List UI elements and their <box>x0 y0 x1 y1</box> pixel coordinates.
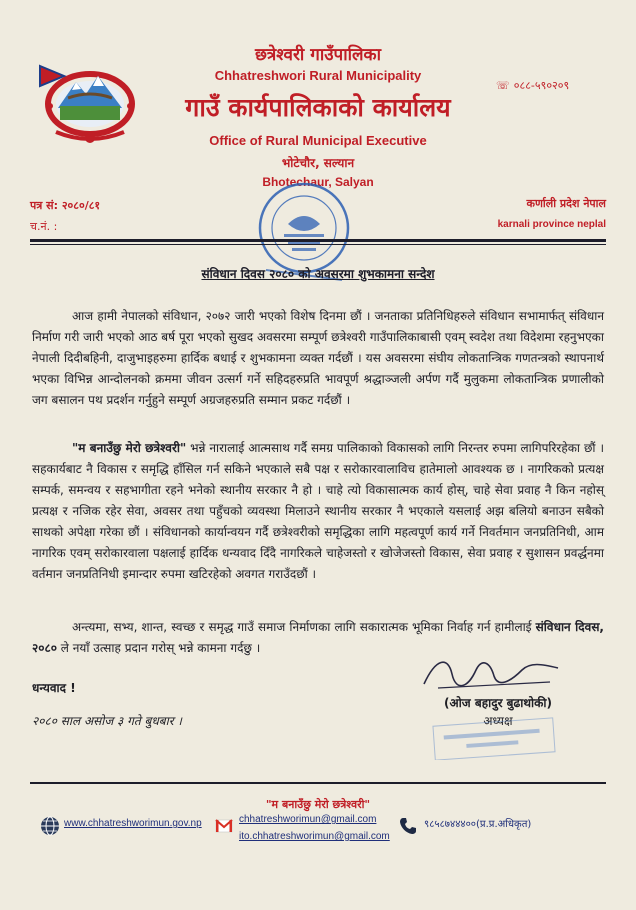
letter-date: २०८० साल असोज ३ गते बुधबार । <box>32 714 182 728</box>
slogan-inline: "म बनाउँछु मेरो छत्रेश्वरी" <box>72 441 187 455</box>
municipality-name-np: छत्रेश्वरी गाउँपालिका <box>255 45 381 65</box>
name-stamp <box>430 710 560 760</box>
paragraph-3-start: अन्त्यमा, सभ्य, शान्त, स्वच्छ र समृद्ध गाउँ समाज निर्माणका लागि सकारात्मक भूमिका निर्वाह गर्न हामीलाई <box>72 620 536 634</box>
office-name-np: गाउँ कार्यपालिकाको कार्यालय <box>185 93 451 122</box>
office-phone-number: ०८८-५९०२०९ <box>513 79 570 92</box>
signer-name: (ओज बहादुर बुढाथोकी) <box>444 696 552 710</box>
address-np: भोटेचौर, सल्यान <box>281 156 355 170</box>
constitution-day-inline: संविधान दिवस, २०८० <box>32 620 604 655</box>
letter-reference-number: पत्र सं: २०८०/८१ <box>30 199 101 212</box>
globe-icon <box>40 816 60 836</box>
email-link-ito[interactable]: ito.chhatreshworimun@gmail.com <box>239 831 390 842</box>
dispatch-number: च.नं. : <box>30 220 58 233</box>
paragraph-2-text: भन्ने नारालाई आत्मसाथ गर्दै समग्र पालिकाको विकासको लागि निरन्तर रुपमा लागिपरिरहेका छौं । सहकार्यबाट नै विकास र समृद्धि हाँसिल गर्न सकिने भएकाले सबै पक्ष र सरोकारवालाविच हातेमालो आवश्यक छ । नागरिकको प्रत्यक्ष सम्पर्क, समन्वय र सहभागीता रहने भनेको स्थानीय सरकार नै हो । चाहे त्यो विकासात्मक कार्य होस्, चाहे सेवा प्रवाह नै किन नहोस् प्रत्यक्ष र नजिक रहेर सेवा, अवसर तथा पहुँचको व्यवस्था मिलाउने स्थानीय सरकार नै भएकाले यसलाई अझ बलियो बनाउन सबैको साथको अपेक्षा गरेका छौं । संविधानको कार्यान्वयन गर्दै छत्रेश्वरीको समृद्धिका लागि महत्वपूर्ण कार्य गर्ने निवर्तमान जनप्रतिनिधी, आम नागरिक एवम् सरोकारवाला पक्षलाई हार्दिक धन्यवाद दिँदै नागरिकले चाहेजस्तो र खोजेजस्तो विकास, सेवा प्रवाह र सुशासन प्रवर्द्धनमा वर्तमान जनप्रतिनिधी इमान्दार रुपमा खटिरहेको अवगत गराउँदछौं । <box>32 441 604 581</box>
office-phone <box>496 78 569 93</box>
footer-slogan: "म बनाउँछु मेरो छत्रेश्वरी" <box>265 798 371 811</box>
address-en: Bhotechaur, Salyan <box>262 175 374 189</box>
letter-subject: संविधान दिवस २०८० को अवसरमा शुभकामना सन्देश <box>201 267 435 281</box>
handwritten-signature <box>418 648 568 698</box>
signer-designation: अध्यक्ष <box>483 714 513 728</box>
header-divider-thin <box>30 244 606 245</box>
email-link-primary[interactable]: chhatreshworimun@gmail.com <box>239 814 377 825</box>
message-paragraph-1: आज हामी नेपालको संविधान, २०७२ जारी भएको विशेष दिनमा छौं । जनताका प्रतिनिधिहरुले संविधान सभामार्फत् संविधान निर्माण गरी जारी भएको आठ बर्ष पूरा भएको सुखद अवसरमा सम्पूर्ण छत्रेश्वरी गाउँपालिकाबासी एवम् स्वदेश तथा विदेशमा रहनुभएका नेपाली दिदीबहिनी, दाजुभाइहरुमा हार्दिक बधाई र शुभकामना व्यक्त गर्दछौं । यस अवसरमा संघीय लोकतान्त्रिक गणतन्त्रको स्थापनार्थ भएका विभिन्न आन्दोलनको क्रममा जीवन उत्सर्ग गर्ने सहिदहरुप्रति भावपूर्ण श्रद्धाञ्जली अर्पण गर्दै मुलुकमा लोकतान्त्रिक प्रणालीको जग बसालन पथ प्रदर्शन गर्नुहुने सम्पूर्ण अग्रजहरुप्रति सम्मान प्रकट गर्दछौं । <box>32 309 604 407</box>
province-name-np: कर्णाली प्रदेश नेपाल <box>526 197 606 210</box>
paragraph-3-end: ले नयाँ उत्साह प्रदान गरोस् भन्ने कामना गर्दछु । <box>56 641 261 655</box>
province-name-en: karnali province neplal <box>497 219 606 230</box>
website-link[interactable]: www.chhatreshworimun.gov.np <box>64 818 202 829</box>
message-paragraph-2 <box>32 438 604 585</box>
contact-phone-number: ९८५८७४४४००(प्र.प्र.अधिकृत) <box>424 819 532 830</box>
office-name-en: Office of Rural Municipal Executive <box>209 133 427 148</box>
telephone-icon: ☏ <box>496 79 510 92</box>
gmail-icon <box>215 818 233 834</box>
footer-divider <box>30 782 606 784</box>
municipality-name-en: Chhatreshwori Rural Municipality <box>214 68 422 83</box>
header-divider-thick <box>30 239 606 242</box>
phone-icon <box>398 816 418 836</box>
closing-thanks: धन्यवाद ! <box>32 681 76 695</box>
